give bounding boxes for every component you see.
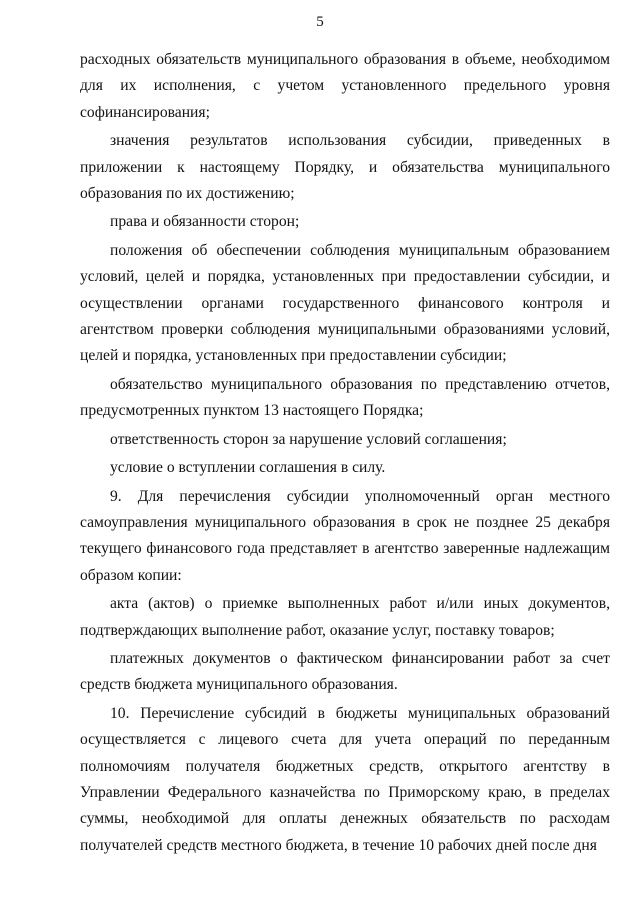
paragraph-liability: ответственность сторон за нарушение условий соглашения; <box>110 430 507 448</box>
paragraph-reporting-obligation: обязательство муниципального образования по представлению отчетов, предусмотренных пунктом 13 настоящего Порядка; <box>80 375 610 420</box>
paragraph-results-values: значения результатов использования субсидии, приведенных в приложении к настоящему Порядку, и обязательства муниципального образования по их достижению; <box>80 132 610 203</box>
paragraph-item-9: 9. Для перечисления субсидии уполномоченный орган местного самоуправления муниципального образования в срок не позднее 25 декабря текущего финансового года представляет в агентство заверенные надлежащим образом копии: <box>80 487 610 584</box>
paragraph-payment-documents: платежных документов о фактическом финансировании работ за счет средств бюджета муниципального образования. <box>80 649 610 694</box>
paragraph-continuation: расходных обязательств муниципального образования в объеме, необходимом для их исполнения, с учетом установленного предельного уровня софинансирования; <box>80 51 610 121</box>
paragraph-rights-duties: права и обязанности сторон; <box>110 213 300 231</box>
page-number: 5 <box>316 14 324 30</box>
document-body <box>80 47 610 861</box>
paragraph-item-10: 10. Перечисление субсидий в бюджеты муниципальных образований осуществляется с лицевого счета для учета операций по переданным полномочиям получателя бюджетных средств, открытого агентству в Управлении Федерального казначейства по Приморскому краю, в пределах суммы, необходимой для оплаты денежных обязательств по расходам получателей средств местного бюджета, в течение 10 рабочих дней после дня <box>80 704 610 854</box>
paragraph-acceptance-acts: акта (актов) о приемке выполненных работ и/или иных документов, подтверждающих выполнение работ, оказание услуг, поставку товаров; <box>80 595 610 639</box>
paragraph-entry-into-force: условие о вступлении соглашения в силу. <box>110 459 386 477</box>
paragraph-compliance-provisions: положения об обеспечении соблюдения муниципальным образованием условий, целей и порядка, установленных при предоставлении субсидии, и осуществлении органами государственного финансового контроля и агентством проверки соблюдения муниципальными образованиями условий, целей и порядка, установленных при предоставлении субсидии; <box>80 241 610 365</box>
